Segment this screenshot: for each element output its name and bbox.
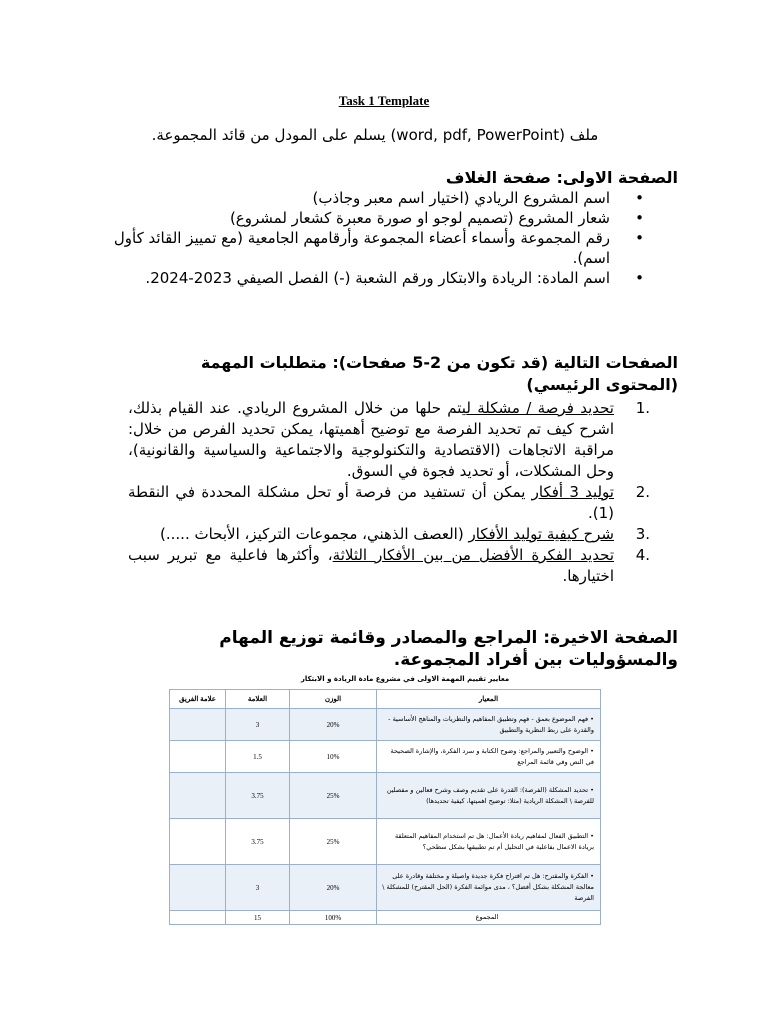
cell-weight: 10% [290,741,377,773]
list-item [128,524,650,545]
item-underlined-text: تحديد فرصة / مشكلة ل [466,399,614,417]
requirements-list [128,398,650,587]
cell-mark: 3 [226,709,290,741]
cell-team [170,773,226,819]
cell-criterion: • تحديد المشكلة (الفرصة): القدرة على تقديم وصف وشرح فعالين و مفصلين للفرصة \ المشكلة الريادية (مثلا: توضيح اهميتها، كيفية تحديدها) [377,773,601,819]
bullet-icon: • [635,189,644,207]
rubric-caption: معايير تقييم المهمة الاولى في مشروع مادة الريادة و الابتكار [300,675,510,683]
section3-heading: الصفحة الاخيرة: المراجع والمصادر وقائمة توزيع المهام والمسؤوليات بين أفراد المجموعة. [219,628,678,670]
bullet-icon: • [635,209,644,227]
cell-mark: 1.5 [226,741,290,773]
bullet-text: اسم المادة: الريادة والابتكار ورقم الشعبة (-) الفصل الصيفي 2023-2024. [145,269,610,287]
list-item [128,482,650,524]
item-text: يتم حلها من خلال المشروع الريادي. عند القيام بذلك، اشرح كيف تم تحديد الفرصة مع توضيح أهميتها، يمكن تحديد الفرص من خلال: مراقبة الاتجاهات (الاقتصادية والتكنولوجية والاجتماعية والسياسية والقانونية)، وحل المشكلات، أو تحديد فجوة في السوق. [128,399,614,480]
cell-mark: 3.75 [226,773,290,819]
list-item [128,545,650,587]
table-row [170,773,601,819]
item-number: 1. [635,399,650,417]
cell-team [170,819,226,865]
table-total-row [170,911,601,925]
bullet-text: شعار المشروع (تصميم لوجو او صورة معبرة كشعار لمشروع) [229,209,610,227]
header-criterion: المعيار [377,690,601,709]
item-text: ، وأكثرها فاعلية مع تبرير سبب اختيارها. [128,546,614,585]
cell-team [170,865,226,911]
item-number: 4. [635,546,650,564]
list-item [108,228,648,268]
bullet-text: اسم المشروع الريادي (اختيار اسم معبر وجاذب) [312,189,610,207]
list-item [108,208,648,228]
document-title: Task 1 Template [338,93,430,108]
total-mark: 15 [226,911,290,925]
list-item [108,268,648,288]
cell-criterion: • التطبيق الفعال لمفاهيم ريادة الأعمال: هل تم استخدام المفاهيم المتعلقة بريادة الاعمال بفاعلية في التحليل أم تم تطبيقها بشكل سطحي؟ [377,819,601,865]
section2-heading: الصفحات التالية (قد تكون من 2-5 صفحات): متطلبات المهمة (المحتوى الرئيسي) [200,353,678,394]
item-number: 2. [635,483,650,501]
total-team [170,911,226,925]
table-row [170,865,601,911]
bullet-icon: • [635,229,644,247]
table-row [170,741,601,773]
table-header-row [170,690,601,709]
cell-weight: 25% [290,773,377,819]
cell-team [170,709,226,741]
rubric-table [169,689,601,925]
cell-weight: 25% [290,819,377,865]
bullet-text: رقم المجموعة وأسماء أعضاء المجموعة وأرقامهم الجامعية (مع تمييز القائد كأول اسم). [113,229,610,267]
section1-heading: الصفحة الاولى: صفحة الغلاف [445,168,678,187]
total-weight: 100% [290,911,377,925]
item-underlined-text: شرح كيفية توليد الأفكار [468,525,614,543]
table-row [170,819,601,865]
cover-page-bullets [108,188,648,288]
cell-criterion: • الوضوح والتعبير والمراجع: وضوح الكتابة و سرد الفكرة، والإشارة الصحيحة في النص وفي قائمة المراجع [377,741,601,773]
list-item [128,398,650,482]
list-item [108,188,648,208]
cell-weight: 20% [290,865,377,911]
cell-mark: 3.75 [226,819,290,865]
bullet-icon: • [635,269,644,287]
cell-weight: 20% [290,709,377,741]
header-mark: العلامة [226,690,290,709]
table-row [170,709,601,741]
item-underlined-text: توليد 3 أفكار [531,483,614,501]
item-text: (العصف الذهني، مجموعات التركيز، الأبحاث .....) [160,525,469,543]
item-underlined-text: تحديد الفكرة الأفضل من بين الأفكار الثلاثة [332,546,615,564]
cell-criterion: • الفكرة والمقترح: هل تم اقتراح فكرة جديدة واصيلة و مختلفة وقادرة على معالجة المشكلة بشكل أفضل؟ ، مدى موائمة الفكرة (الحل المقترح) للمشكلة \ الفرصة [377,865,601,911]
item-number: 3. [635,525,650,543]
header-weight: الوزن [290,690,377,709]
intro-line: ملف (word, pdf, PowerPoint) يسلم على المودل من قائد المجموعة. [151,126,599,144]
total-label: المجموع [377,911,601,925]
cell-mark: 3 [226,865,290,911]
item-text: يمكن أن تستفيد من فرصة أو تحل مشكلة المحددة في النقطة (1). [128,483,614,522]
header-team-mark: علامة الفريق [170,690,226,709]
cell-team [170,741,226,773]
cell-criterion: • فهم الموضوع بعمق - فهم وتطبيق المفاهيم والنظريات والمناهج الأساسية - والقدرة على ربط النظرية والتطبيق [377,709,601,741]
